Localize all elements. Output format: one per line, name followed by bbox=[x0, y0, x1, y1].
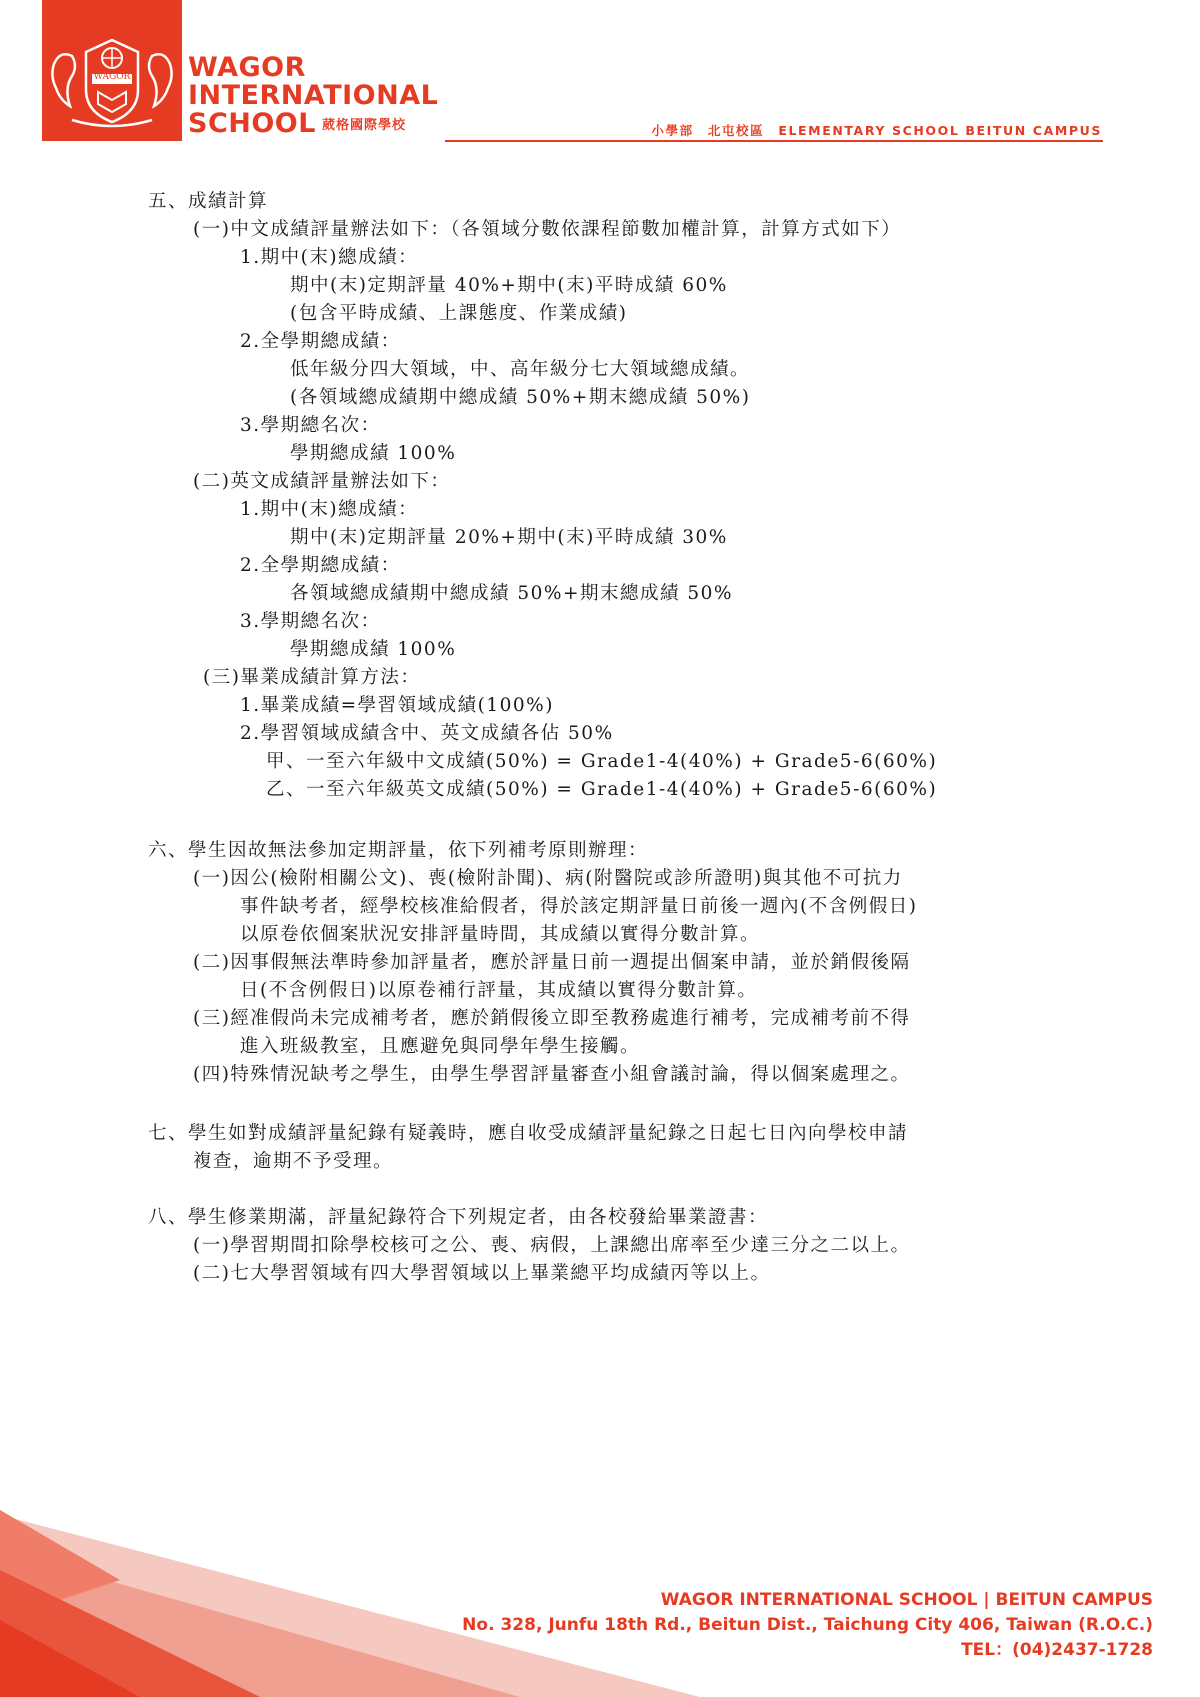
footer-address: No. 328, Junfu 18th Rd., Beitun Dist., Taichung City 406, Taiwan (R.O.C.) bbox=[462, 1615, 1153, 1635]
list-item: 期中(末)定期評量 40%+期中(末)平時成績 60% bbox=[290, 275, 728, 296]
school-logo bbox=[42, 0, 182, 141]
school-name-chinese: 葳格國際學校 bbox=[321, 118, 406, 133]
footer-school-name: WAGOR INTERNATIONAL SCHOOL | BEITUN CAMPUS bbox=[660, 1590, 1153, 1610]
section-5-3-title: (三)畢業成績計算方法： bbox=[203, 667, 421, 688]
list-item: 進入班級教室，且應避免與同學年學生接觸。 bbox=[240, 1036, 641, 1057]
list-item: 期中(末)定期評量 20%+期中(末)平時成績 30% bbox=[290, 527, 728, 548]
list-item: 1.畢業成績=學習領域成績(100%) bbox=[240, 695, 554, 716]
list-item: (各領域總成績期中總成績 50%+期末總成績 50%) bbox=[290, 387, 751, 408]
section-7-title: 七、學生如對成績評量紀錄有疑義時，應自收受成績評量紀錄之日起七日內向學校申請 bbox=[148, 1123, 909, 1144]
list-item: 以原卷依個案狀況安排評量時間，其成績以實得分數計算。 bbox=[240, 924, 761, 945]
list-item: 日(不含例假日)以原卷補行評量，其成績以實得分數計算。 bbox=[240, 980, 758, 1001]
list-item: 3.學期總名次： bbox=[240, 415, 381, 436]
header-divider bbox=[445, 140, 1103, 142]
list-item: 1.期中(末)總成績： bbox=[240, 499, 419, 520]
list-item: 2.學習領域成績含中、英文成績各佔 50% bbox=[240, 723, 614, 744]
school-name-line3: SCHOOL bbox=[188, 108, 316, 139]
list-item: (三)經准假尚未完成補考者，應於銷假後立即至教務處進行補考，完成補考前不得 bbox=[193, 1008, 911, 1029]
list-item: (二)因事假無法準時參加評量者，應於評量日前一週提出個案申請，並於銷假後隔 bbox=[193, 952, 911, 973]
list-item: 2.全學期總成績： bbox=[240, 555, 401, 576]
campus-tag: 小學部 北屯校區 ELEMENTARY SCHOOL BEITUN CAMPUS bbox=[651, 123, 1102, 138]
list-item: (二)七大學習領域有四大學習領域以上畢業總平均成績丙等以上。 bbox=[193, 1263, 771, 1284]
section-8-title: 八、學生修業期滿，評量紀錄符合下列規定者，由各校發給畢業證書： bbox=[148, 1207, 769, 1228]
list-item: 3.學期總名次： bbox=[240, 611, 381, 632]
footer-phone: TEL：(04)2437-1728 bbox=[961, 1640, 1153, 1660]
school-name-line2: INTERNATIONAL bbox=[188, 80, 439, 111]
list-item: (包含平時成績、上課態度、作業成績) bbox=[290, 303, 628, 324]
list-item: (一)因公(檢附相關公文)、喪(檢附訃聞)、病(附醫院或診所證明)與其他不可抗力 bbox=[193, 868, 903, 889]
list-item: 乙、一至六年級英文成績(50%) = Grade1-4(40%) + Grade5-6(60%) bbox=[266, 779, 938, 800]
list-item: (一)學習期間扣除學校核可之公、喪、病假，上課總出席率至少達三分之二以上。 bbox=[193, 1235, 911, 1256]
section-5-title: 五、成績計算 bbox=[148, 191, 269, 212]
footer-contact bbox=[462, 1588, 1153, 1663]
section-5-1-title: (一)中文成績評量辦法如下：（各領域分數依課程節數加權計算，計算方式如下） bbox=[193, 219, 902, 240]
list-item: 1.期中(末)總成績： bbox=[240, 247, 419, 268]
list-item: 低年級分四大領域，中、高年級分七大領域總成績。 bbox=[290, 359, 751, 380]
section-6-title: 六、學生因故無法參加定期評量，依下列補考原則辦理： bbox=[148, 840, 649, 861]
section-5-2-title: (二)英文成績評量辦法如下： bbox=[193, 471, 451, 492]
list-item: 甲、一至六年級中文成績(50%) = Grade1-4(40%) + Grade5-6(60%) bbox=[266, 751, 938, 772]
list-item: 學期總成績 100% bbox=[290, 443, 457, 464]
list-item: (四)特殊情況缺考之學生，由學生學習評量審查小組會議討論，得以個案處理之。 bbox=[193, 1064, 911, 1085]
svg-text:WAGOR: WAGOR bbox=[93, 72, 131, 82]
list-item: 複查，逾期不予受理。 bbox=[193, 1151, 394, 1172]
list-item: 學期總成績 100% bbox=[290, 639, 457, 660]
school-name-line1: WAGOR bbox=[188, 52, 306, 83]
list-item: 2.全學期總成績： bbox=[240, 331, 401, 352]
school-name bbox=[188, 54, 438, 140]
list-item: 事件缺考者，經學校核准給假者，得於該定期評量日前後一週內(不含例假日) bbox=[240, 896, 918, 917]
crest-icon bbox=[42, 0, 182, 141]
list-item: 各領域總成績期中總成績 50%+期末總成績 50% bbox=[290, 583, 734, 604]
